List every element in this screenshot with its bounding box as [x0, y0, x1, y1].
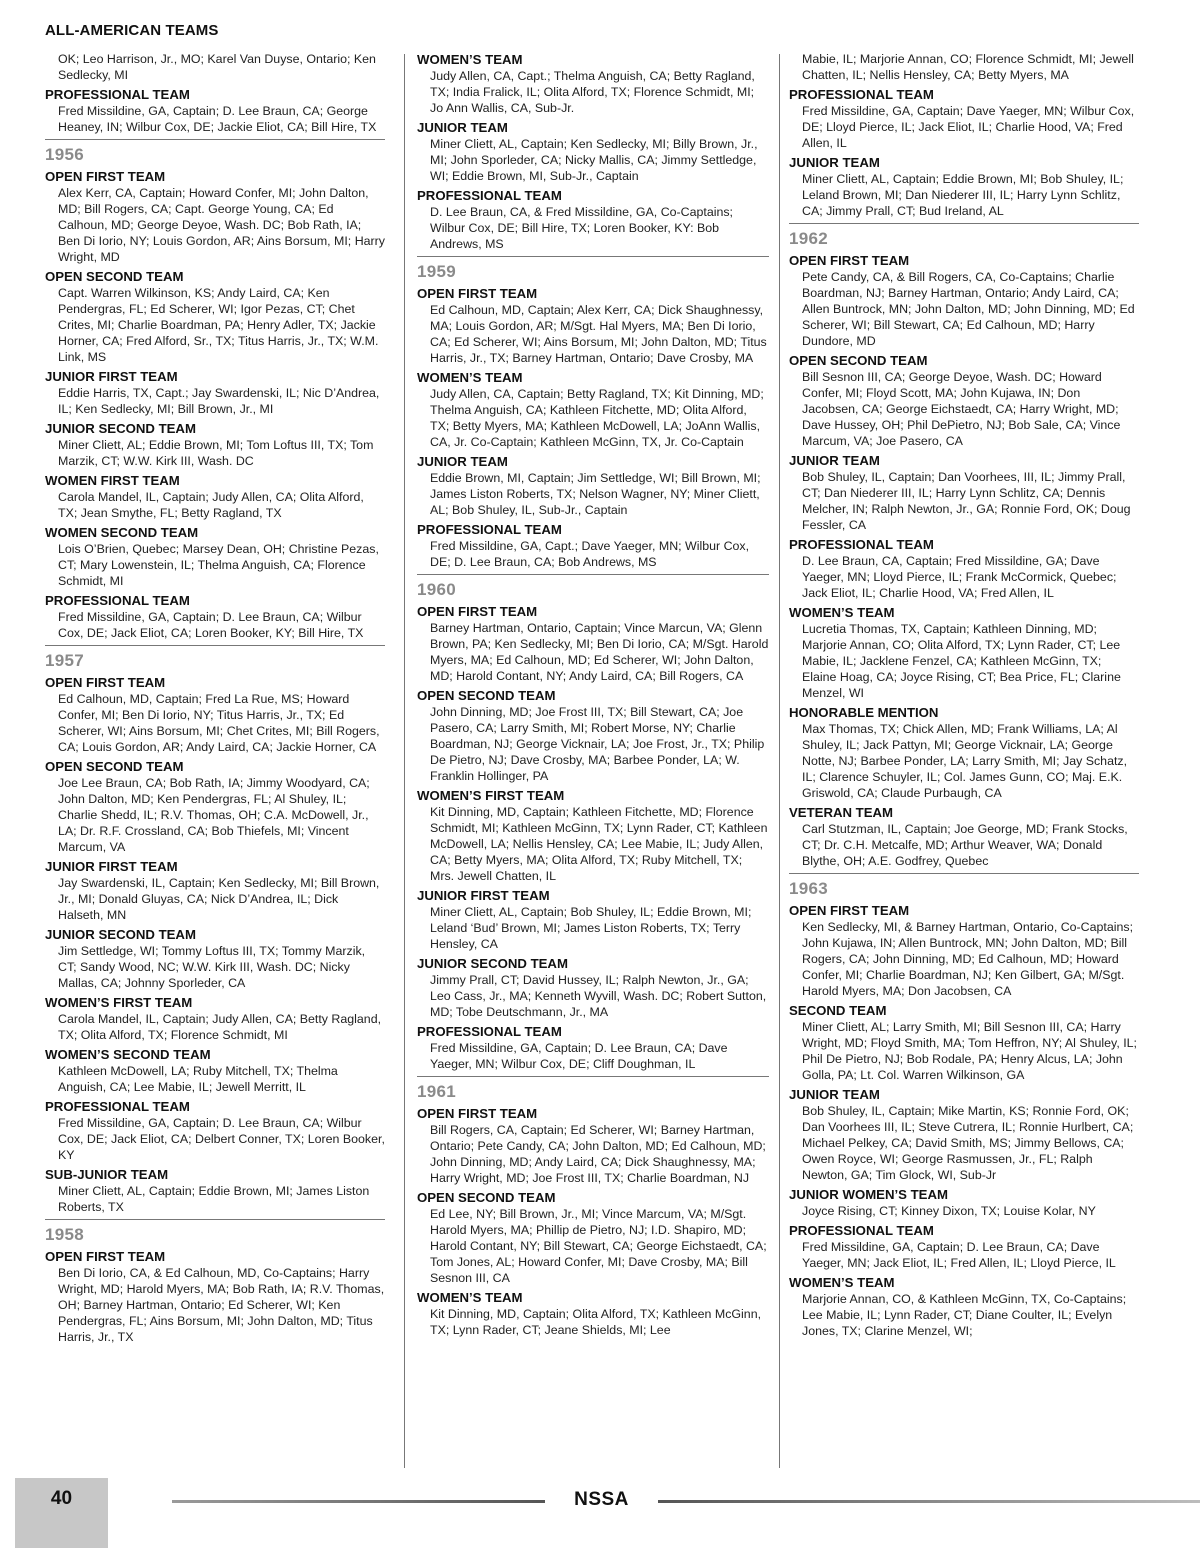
- team-roster: Fred Missildine, GA, Captain; D. Lee Braun, CA; Dave Yaeger, MN; Wilbur Cox, DE; Cliff Doughman, IL: [430, 1041, 728, 1071]
- team-roster: Miner Cliett, AL, Captain; Bob Shuley, IL; Eddie Brown, MI; Leland ‘Bud’ Brown, MI; James Liston Roberts, TX; Terry Hensley, CA: [430, 905, 752, 951]
- team-heading: OPEN SECOND TEAM: [45, 269, 184, 284]
- team-heading: HONORABLE MENTION: [789, 705, 939, 720]
- team-heading: PROFESSIONAL TEAM: [789, 87, 934, 102]
- team-roster: Eddie Harris, TX, Capt.; Jay Swardenski, IL; Nic D’Andrea, IL; Ken Sedlecky, MI; Bill Brown, Jr., MI: [58, 386, 380, 416]
- team-roster: Lucretia Thomas, TX, Captain; Kathleen Dinning, MD; Marjorie Annan, CO; Olita Alford, TX; Lynn Rader, CT; Lee Mabie, IL; Jacklene Fenzel, CA; Kathleen McGinn, TX; Elaine Hoag, CA; Joyce Rising, CT; Bea Price, FL; Clarine Menzel, WI: [802, 622, 1121, 700]
- team-heading: PROFESSIONAL TEAM: [417, 522, 562, 537]
- team-entry: [45, 472, 385, 521]
- team-heading: OPEN FIRST TEAM: [789, 903, 910, 918]
- team-entry: [417, 521, 769, 570]
- year-heading: 1959: [417, 256, 769, 282]
- footer-rule-right: [658, 1500, 1200, 1503]
- team-roster: Alex Kerr, CA, Captain; Howard Confer, MI; John Dalton, MD; Bill Rogers, CA; Capt. George Young, CA; Ed Calhoun, MD; George Deyoe, Wash. DC; Bob Rath, IA; Ben Di Iorio, NY; Louis Gordon, AR; Ains Borsum, MI; Harry Wright, MD: [58, 186, 385, 264]
- team-entry: [417, 187, 769, 252]
- team-roster: Jim Settledge, WI; Tommy Loftus III, TX; Tommy Marzik, CT; Sandy Wood, NC; W.W. Kirk III, Wash. DC; Nicky Mallas, CA; Johnny Sporleder, CA: [58, 944, 366, 990]
- team-heading: OPEN FIRST TEAM: [45, 1249, 166, 1264]
- year-heading: 1963: [789, 873, 1139, 899]
- team-entry: [789, 352, 1139, 449]
- team-roster: Ben Di Iorio, CA, & Ed Calhoun, MD, Co-Captains; Harry Wright, MD; Harold Myers, MA; Bob Rath, IA; R.V. Thomas, OH; Barney Hartman, Ontario; Ed Scherer, WI; Ken Pendergras, FL; Ains Borsum, MI; John Dalton, MD; Titus Harris, Jr., TX: [58, 1266, 385, 1344]
- team-heading: JUNIOR SECOND TEAM: [45, 927, 196, 942]
- team-heading: WOMEN’S FIRST TEAM: [45, 995, 193, 1010]
- team-roster: Kit Dinning, MD, Captain; Kathleen Fitchette, MD; Florence Schmidt, MI; Kathleen McGinn, TX; Lynn Rader, CT; Kathleen McDowell, LA; Nellis Hensley, CA; Lee Mabie, IL; Judy Allen, CA; Betty Myers, MA; Olita Alford, TX; Ruby Mitchell, TX; Mrs. Jewell Chatten, IL: [430, 805, 768, 883]
- team-heading: JUNIOR WOMEN’S TEAM: [789, 1187, 948, 1202]
- team-entry: [789, 1086, 1139, 1183]
- team-entry: [45, 1046, 385, 1095]
- team-roster: Miner Cliett, AL, Captain; Eddie Brown, MI; Bob Shuley, IL; Leland Brown, MI; Dan Niederer III, IL; Harry Lynn Schlitz, CA; Jimmy Prall, CT; Bud Ireland, AL: [802, 172, 1124, 218]
- team-entry: [417, 1105, 769, 1186]
- year-heading: 1956: [45, 139, 385, 165]
- page-title: ALL-AMERICAN TEAMS: [45, 22, 219, 39]
- team-entry: [417, 119, 769, 184]
- team-roster: Fred Missildine, GA, Capt.; Dave Yaeger, MN; Wilbur Cox, DE; D. Lee Braun, CA; Bob Andrews, MS: [430, 539, 750, 569]
- team-roster: Jimmy Prall, CT; David Hussey, IL; Ralph Newton, Jr., GA; Leo Cass, Jr., MA; Kenneth Wyvill, Wash. DC; Robert Sutton, MD; Tobe Deutschmann, Jr., MA: [430, 973, 767, 1019]
- team-roster: Miner Cliett, AL; Eddie Brown, MI; Tom Loftus III, TX; Tom Marzik, CT; W.W. Kirk III, Wash. DC: [58, 438, 374, 468]
- team-entry: [45, 674, 385, 755]
- team-heading: WOMEN’S FIRST TEAM: [417, 788, 565, 803]
- team-roster: Fred Missildine, GA, Captain; D. Lee Braun, CA; Wilbur Cox, DE; Jack Eliot, CA; Loren Booker, KY; Bill Hire, TX: [58, 610, 364, 640]
- team-entry: [417, 887, 769, 952]
- team-entry: [45, 592, 385, 641]
- team-entry: [417, 51, 769, 116]
- year-heading: 1960: [417, 574, 769, 600]
- team-roster: Pete Candy, CA, & Bill Rogers, CA, Co-Captains; Charlie Boardman, NJ; Barney Hartman, Ontario; Andy Laird, CA; Allen Buntrock, MN; John Dalton, MD; John Dinning, MD; Ed Scherer, WI; Bill Stewart, CA; Ed Calhoun, MD; Harry Dundore, MD: [802, 270, 1135, 348]
- column-divider: [779, 54, 780, 1468]
- team-heading: WOMEN’S TEAM: [417, 370, 523, 385]
- team-entry: [417, 453, 769, 518]
- team-roster: Judy Allen, CA, Captain; Betty Ragland, TX; Kit Dinning, MD; Thelma Anguish, CA; Kathleen Fitchette, MD; Olita Alford, TX; Betty Myers, MA; Kathleen McDowell, LA; JoAnn Wallis, CA, Jr. Co-Captain; Kathleen McGinn, TX, Jr. Co-Captain: [430, 387, 764, 449]
- footer-rule-left: [172, 1500, 545, 1503]
- column-3: [789, 51, 1139, 1342]
- team-heading: JUNIOR SECOND TEAM: [417, 956, 568, 971]
- team-entry: [417, 285, 769, 366]
- team-entry: [45, 168, 385, 265]
- team-heading: OPEN FIRST TEAM: [789, 253, 910, 268]
- team-entry: [789, 1002, 1139, 1083]
- team-heading: JUNIOR SECOND TEAM: [45, 421, 196, 436]
- team-roster: Bill Sesnon III, CA; George Deyoe, Wash. DC; Howard Confer, MI; Floyd Scott, MA; John Kujawa, IN; Don Jacobsen, CA; George Eichstaedt, CA; Harry Wright, MD; Dave Hussey, OH; Phil DePietro, NJ; Bob Sale, CA; Vince Marcum, VA; Joe Pasero, CA: [802, 370, 1121, 448]
- team-heading: OPEN SECOND TEAM: [417, 1190, 556, 1205]
- team-roster: Capt. Warren Wilkinson, KS; Andy Laird, CA; Ken Pendergras, FL; Ed Scherer, WI; Igor Pezas, CT; Chet Crites, MI; Charlie Boardman, PA; Henry Adler, TX; Jackie Horner, CA; Fred Alford, Sr., TX; Titus Harris, Jr., TX; W.M. Link, MS: [58, 286, 379, 364]
- team-heading: JUNIOR FIRST TEAM: [45, 859, 178, 874]
- column-divider: [404, 54, 405, 1468]
- team-roster: Ken Sedlecky, MI, & Barney Hartman, Ontario, Co-Captains; John Kujawa, IN; Allen Buntrock, MN; John Dalton, MD; Bill Rogers, CA; John Dinning, MD; Ed Calhoun, MD; Howard Confer, MI; Charlie Boardman, NJ; Ken Gilbert, GA; M/Sgt. Harold Myers, MA; Don Jacobsen, CA: [802, 920, 1134, 998]
- team-heading: OPEN FIRST TEAM: [417, 1106, 538, 1121]
- year-heading: 1961: [417, 1076, 769, 1102]
- team-entry: [417, 1189, 769, 1286]
- team-roster: Ed Calhoun, MD, Captain; Fred La Rue, MS; Howard Confer, MI; Ben Di Iorio, NY; Titus Harris, Jr., TX; Ed Scherer, WI; Ains Borsum, MI; Chet Crites, MI; Bill Rogers, CA; Louis Gordon, AR; Andy Laird, CA; Jackie Horner, CA: [58, 692, 380, 754]
- column-1: [45, 51, 385, 1348]
- footer-brand: NSSA: [574, 1489, 629, 1510]
- continued-text: Mabie, IL; Marjorie Annan, CO; Florence Schmidt, MI; Jewell Chatten, IL; Nellis Hensley, CA; Betty Myers, MA: [802, 52, 1134, 82]
- team-entry: [417, 1289, 769, 1338]
- team-entry: [45, 268, 385, 365]
- year-section: [417, 256, 769, 570]
- year-section: [417, 574, 769, 1072]
- page-number: 40: [50, 1488, 73, 1509]
- team-roster: Fred Missildine, GA, Captain; D. Lee Braun, CA; George Heaney, IN; Wilbur Cox, DE; Jackie Eliot, CA; Bill Hire, TX: [58, 104, 377, 134]
- team-roster: Carola Mandel, IL, Captain; Judy Allen, CA; Betty Ragland, TX; Olita Alford, TX; Florence Schmidt, MI: [58, 1012, 382, 1042]
- team-entry: [789, 252, 1139, 349]
- team-roster: Miner Cliett, AL, Captain; Eddie Brown, MI; James Liston Roberts, TX: [58, 1184, 370, 1214]
- team-heading: PROFESSIONAL TEAM: [417, 1024, 562, 1039]
- year-heading: 1958: [45, 1219, 385, 1245]
- team-entry: [45, 1098, 385, 1163]
- team-heading: PROFESSIONAL TEAM: [789, 1223, 934, 1238]
- team-roster: Miner Cliett, AL; Larry Smith, MI; Bill Sesnon III, CA; Harry Wright, MD; Floyd Smith, MA; Tom Heffron, NY; Al Shuley, IL; Phil De Pietro, NJ; Bob Rodale, PA; Henry Alcus, LA; John Golla, PA; Lt. Col. Warren Wilkinson, GA: [802, 1020, 1137, 1082]
- year-section: [417, 51, 769, 252]
- team-roster: Carl Stutzman, IL, Captain; Joe George, MD; Frank Stocks, CT; Dr. C.H. Metcalfe, MD; Arthur Weaver, WA; Donald Blythe, OH; A.E. Godfrey, Quebec: [802, 822, 1128, 868]
- team-heading: WOMEN SECOND TEAM: [45, 525, 199, 540]
- team-entry: [45, 524, 385, 589]
- team-heading: PROFESSIONAL TEAM: [45, 1099, 190, 1114]
- team-entry: [789, 536, 1139, 601]
- year-section: [45, 86, 385, 135]
- team-roster: D. Lee Braun, CA, Captain; Fred Missildine, GA; Dave Yaeger, MN; Lloyd Pierce, IL; Frank McCormick, Quebec; Jack Eliot, IL; Charlie Hood, VA; Fred Allen, IL: [802, 554, 1117, 600]
- year-section: [45, 645, 385, 1215]
- team-heading: PROFESSIONAL TEAM: [789, 537, 934, 552]
- team-entry: [789, 604, 1139, 701]
- team-entry: [789, 1222, 1139, 1271]
- team-entry: [789, 86, 1139, 151]
- team-entry: [45, 926, 385, 991]
- team-heading: WOMEN’S TEAM: [789, 605, 895, 620]
- team-roster: Bob Shuley, IL, Captain; Dan Voorhees, III, IL; Jimmy Prall, CT; Dan Niederer III, IL; Harry Lynn Schlitz, CA; Dennis Melcher, IN; Ralph Newton, Jr., GA; Ronnie Ford, OK; Doug Fessler, CA: [802, 470, 1131, 532]
- team-heading: WOMEN’S SECOND TEAM: [45, 1047, 211, 1062]
- team-roster: Judy Allen, CA, Capt.; Thelma Anguish, CA; Betty Ragland, TX; India Fralick, IL; Olita Alford, TX; Florence Schmidt, MI; Jo Ann Wallis, CA, Sub-Jr.: [430, 69, 755, 115]
- year-section: [417, 1076, 769, 1338]
- team-heading: OPEN FIRST TEAM: [45, 169, 166, 184]
- team-entry: [417, 1023, 769, 1072]
- team-entry: [45, 1248, 385, 1345]
- team-heading: WOMEN’S TEAM: [417, 52, 523, 67]
- team-heading: VETERAN TEAM: [789, 805, 894, 820]
- team-roster: Ed Calhoun, MD, Captain; Alex Kerr, CA; Dick Shaughnessy, MA; Louis Gordon, AR; M/Sgt. Hal Myers, MA; Ben Di Iorio, CA; Ed Scherer, WI; Ains Borsum, MI; John Dalton, MD; Titus Harris, Jr., TX; Barney Hartman, Ontario; Dave Crosby, MA: [430, 303, 767, 365]
- team-roster: Bob Shuley, IL, Captain; Mike Martin, KS; Ronnie Ford, OK; Dan Voorhees III, IL; Steve Cutrera, IL; Ronnie Hurlbert, CA; Michael Pelkey, CA; David Smith, MS; Jimmy Bellows, CA; Owen Royce, WI; George Rasmussen, Jr., FL; Ralph Newton, GA; Tim Glock, WI, Sub-Jr: [802, 1104, 1134, 1182]
- team-heading: JUNIOR FIRST TEAM: [417, 888, 550, 903]
- team-roster: Max Thomas, TX; Chick Allen, MD; Frank Williams, LA; Al Shuley, IL; Jack Pattyn, MI; George Vicknair, LA; George Notte, NJ; Barbee Ponder, LA; Larry Smith, MI; Jay Schatz, IL; Clarence Schuyler, IL; Col. James Gunn, CO; Maj. E.K. Griswold, CA; Claude Purbaugh, CA: [802, 722, 1128, 800]
- team-roster: Jay Swardenski, IL, Captain; Ken Sedlecky, MI; Bill Brown, Jr., MI; Donald Gluyas, CA; Nick D’Andrea, IL; Dick Halseth, MN: [58, 876, 380, 922]
- team-heading: JUNIOR TEAM: [789, 155, 880, 170]
- team-heading: OPEN SECOND TEAM: [45, 759, 184, 774]
- team-roster: Eddie Brown, MI, Captain; Jim Settledge, WI; Bill Brown, MI; James Liston Roberts, TX; Nelson Wagner, NY; Miner Cliett, AL; Bob Shuley, IL, Sub-Jr., Captain: [430, 471, 761, 517]
- continued-text: OK; Leo Harrison, Jr., MO; Karel Van Duyse, Ontario; Ken Sedlecky, MI: [58, 52, 376, 82]
- team-heading: SECOND TEAM: [789, 1003, 887, 1018]
- year-heading: 1957: [45, 645, 385, 671]
- team-heading: JUNIOR TEAM: [417, 120, 508, 135]
- team-entry: [45, 994, 385, 1043]
- team-entry: [417, 955, 769, 1020]
- team-entry: [417, 687, 769, 784]
- team-heading: JUNIOR TEAM: [789, 453, 880, 468]
- team-heading: PROFESSIONAL TEAM: [45, 87, 190, 102]
- team-entry: [45, 758, 385, 855]
- team-roster: Fred Missildine, GA, Captain; Dave Yaeger, MN; Wilbur Cox, DE; Lloyd Pierce, IL; Jack Eliot, IL; Charlie Hood, VA; Fred Allen, IL: [802, 104, 1135, 150]
- team-roster: Carola Mandel, IL, Captain; Judy Allen, CA; Olita Alford, TX; Jean Smythe, FL; Betty Ragland, TX: [58, 490, 364, 520]
- team-entry: [789, 1186, 1139, 1219]
- year-section: [789, 223, 1139, 869]
- team-entry: [789, 452, 1139, 533]
- team-heading: JUNIOR TEAM: [789, 1087, 880, 1102]
- year-heading: 1962: [789, 223, 1139, 249]
- team-heading: PROFESSIONAL TEAM: [45, 593, 190, 608]
- team-roster: John Dinning, MD; Joe Frost III, TX; Bill Stewart, CA; Joe Pasero, CA; Larry Smith, MI; Robert Morse, NY; Charlie Boardman, NJ; George Vicknair, LA; Joe Frost, Jr., TX; Philip De Pietro, NJ; Dave Crosby, MA; Barbee Ponder, LA; W. Franklin Hollinger, PA: [430, 705, 765, 783]
- team-roster: Marjorie Annan, CO, & Kathleen McGinn, TX, Co-Captains; Lee Mabie, IL; Lynn Rader, CT; Diane Coulter, IL; Evelyn Jones, TX; Clarine Menzel, WI;: [802, 1292, 1127, 1338]
- team-heading: OPEN FIRST TEAM: [417, 604, 538, 619]
- team-heading: WOMEN’S TEAM: [417, 1290, 523, 1305]
- team-roster: Joyce Rising, CT; Kinney Dixon, TX; Louise Kolar, NY: [802, 1204, 1096, 1218]
- team-roster: Ed Lee, NY; Bill Brown, Jr., MI; Vince Marcum, VA; M/Sgt. Harold Myers, MA; Phillip de Pietro, NJ; I.D. Shapiro, MD; Harold Contant, NY; Bill Stewart, CA; George Eichstaedt, CA; Tom Jones, AL; Howard Confer, MI; Dave Crosby, MA; Bill Sesnon III, CA: [430, 1207, 767, 1285]
- team-entry: [417, 603, 769, 684]
- team-entry: [45, 858, 385, 923]
- team-entry: [789, 154, 1139, 219]
- team-entry: [45, 1166, 385, 1215]
- team-heading: SUB-JUNIOR TEAM: [45, 1167, 169, 1182]
- team-entry: [45, 420, 385, 469]
- team-roster: Kathleen McDowell, LA; Ruby Mitchell, TX; Thelma Anguish, CA; Lee Mabie, IL; Jewell Merritt, IL: [58, 1064, 338, 1094]
- year-section: [45, 1219, 385, 1345]
- team-entry: [789, 1274, 1139, 1339]
- year-section: [45, 139, 385, 641]
- team-heading: JUNIOR FIRST TEAM: [45, 369, 178, 384]
- team-entry: [789, 704, 1139, 801]
- team-entry: [417, 787, 769, 884]
- team-heading: JUNIOR TEAM: [417, 454, 508, 469]
- team-roster: Miner Cliett, AL, Captain; Ken Sedlecky, MI; Billy Brown, Jr., MI; John Sporleder, CA; Nicky Mallis, CA; Jimmy Settledge, WI; Eddie Brown, MI, Sub-Jr., Captain: [430, 137, 758, 183]
- team-heading: OPEN SECOND TEAM: [417, 688, 556, 703]
- team-heading: WOMEN’S TEAM: [789, 1275, 895, 1290]
- team-entry: [45, 86, 385, 135]
- year-section: [789, 86, 1139, 219]
- team-heading: OPEN FIRST TEAM: [45, 675, 166, 690]
- team-roster: Kit Dinning, MD, Captain; Olita Alford, TX; Kathleen McGinn, TX; Lynn Rader, CT; Jeane Shields, MI; Lee: [430, 1307, 762, 1337]
- team-heading: PROFESSIONAL TEAM: [417, 188, 562, 203]
- team-roster: Barney Hartman, Ontario, Captain; Vince Marcun, VA; Glenn Brown, PA; Ken Sedlecky, MI; Ben Di Iorio, CA; M/Sgt. Harold Myers, MA; Ed Calhoun, MD; Ed Scherer, WI; John Dalton, MD; Harold Contant, NY; Andy Laird, CA; Bill Rogers, CA: [430, 621, 769, 683]
- team-roster: Joe Lee Braun, CA; Bob Rath, IA; Jimmy Woodyard, CA; John Dalton, MD; Ken Pendergras, FL; Al Shuley, IL; Charlie Shedd, IL; R.V. Thomas, OH; C.A. McDowell, Jr., LA; Dr. R.F. Crossland, CA; Bob Thiefels, MI; Vincent Marcum, VA: [58, 776, 370, 854]
- team-roster: Bill Rogers, CA, Captain; Ed Scherer, WI; Barney Hartman, Ontario; Pete Candy, CA; John Dalton, MD; Ed Calhoun, MD; John Dinning, MD; Andy Laird, CA; Dick Shaughnessy, MA; Harry Wright, MD; Joe Frost III, TX; Charlie Boardman, NJ: [430, 1123, 766, 1185]
- team-roster: Fred Missildine, GA, Captain; D. Lee Braun, CA; Wilbur Cox, DE; Jack Eliot, CA; Delbert Conner, TX; Loren Booker, KY: [58, 1116, 385, 1162]
- team-roster: Lois O’Brien, Quebec; Marsey Dean, OH; Christine Pezas, CT; Mary Lowenstein, IL; Thelma Anguish, CA; Florence Schmidt, MI: [58, 542, 379, 588]
- team-roster: D. Lee Braun, CA, & Fred Missildine, GA, Co-Captains; Wilbur Cox, DE; Bill Hire, TX; Loren Booker, KY: Bob Andrews, MS: [430, 205, 734, 251]
- team-heading: OPEN FIRST TEAM: [417, 286, 538, 301]
- column-2: [417, 51, 769, 1341]
- team-entry: [789, 804, 1139, 869]
- team-entry: [45, 368, 385, 417]
- team-heading: WOMEN FIRST TEAM: [45, 473, 180, 488]
- team-heading: OPEN SECOND TEAM: [789, 353, 928, 368]
- team-entry: [789, 902, 1139, 999]
- team-roster: Fred Missildine, GA, Captain; D. Lee Braun, CA; Dave Yaeger, MN; Jack Eliot, IL; Fred Allen, IL; Lloyd Pierce, IL: [802, 1240, 1116, 1270]
- team-entry: [417, 369, 769, 450]
- year-section: [789, 873, 1139, 1339]
